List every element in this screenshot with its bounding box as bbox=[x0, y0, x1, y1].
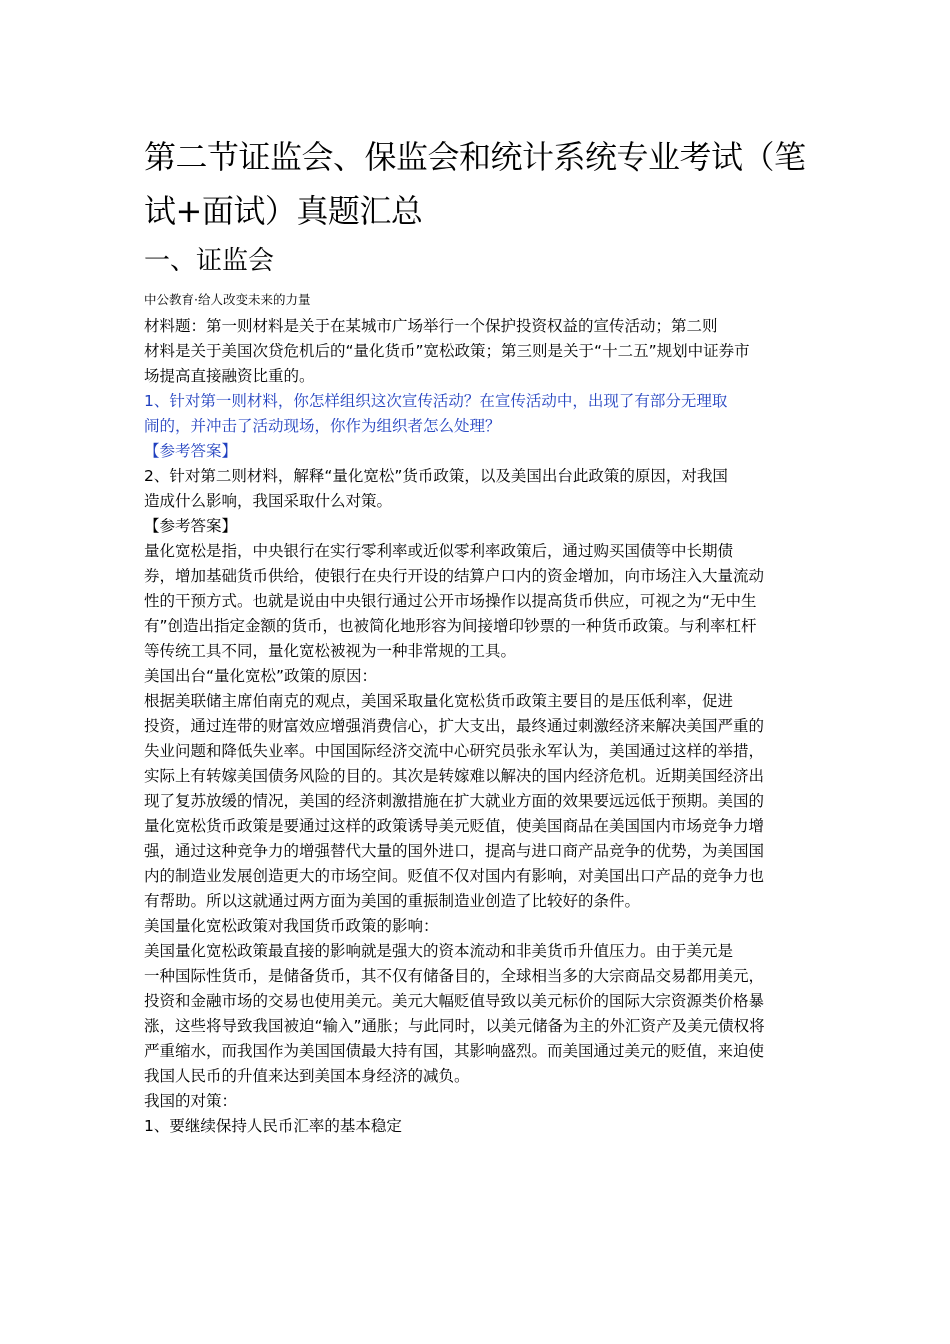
qe-impact-heading: 美国量化宽松政策对我国货币政策的影响： bbox=[144, 917, 439, 935]
document-title: 第二节证监会、保监会和统计系统专业考试（笔试+面试）真题汇总 bbox=[144, 138, 806, 230]
section-heading: 一、证监会 bbox=[144, 246, 275, 276]
publisher-caption: 中公教育·给人改变未来的力量 bbox=[144, 292, 311, 307]
answer-label-1: 【参考答案】 bbox=[144, 442, 238, 460]
answer-label-2: 【参考答案】 bbox=[144, 517, 238, 535]
question-2-paragraph: 2、针对第二则材料，解释“量化宽松”货币政策，以及美国出台此政策的原因，对我国 造成什么影响，我国采取什么对策。 bbox=[144, 467, 728, 510]
countermeasures-heading: 我国的对策： bbox=[144, 1092, 238, 1110]
qe-reasons-paragraph: 根据美联储主席伯南克的观点，美国采取量化宽松货币政策主要目的是压低利率，促进 投资，通过连带的财富效应增强消费信心，扩大支出，最终通过刺激经济来解决美国严重的 失业问题和降低失业率。中国国际经济交流中心研究员张永军认为，美国通过这样的举措， 实际上有转嫁美国债务风险的目的。其次是转嫁难以解决的国内经济危机。近期美国经济出 现了复苏放缓的情况，美国的经济刺激措施在扩大就业方面的效果要远远低于预期。美国的 量化宽松货币政策是要通过这样的政策诱导美元贬值，使美国商品在美国国内市场竞争力增 强，通过这种竞争力的增强替代大量的国外进口，提高与进口商产品竞争的优势，为美国国 内的制造业发展创造更大的市场空间。贬值不仅对国内有影响，对美国出口产品的竞争力也 有帮助。所以这就通过两方面为美国的重振制造业创造了比较好的条件。 bbox=[144, 692, 765, 910]
question-1-paragraph: 1、针对第一则材料，你怎样组织这次宣传活动？在宣传活动中，出现了有部分无理取 闹的，并冲击了活动现场，你作为组织者怎么处理？ bbox=[144, 392, 728, 435]
countermeasure-item-1: 1、要继续保持人民币汇率的基本稳定 bbox=[144, 1117, 402, 1135]
qe-impact-paragraph: 美国量化宽松政策最直接的影响就是强大的资本流动和非美货币升值压力。由于美元是 一种国际性货币，是储备货币，其不仅有储备目的，全球相当多的大宗商品交易都用美元， 投资和金融市场的交易也使用美元。美元大幅贬值导致以美元标价的国际大宗资源类价格暴 涨，这些将导致我国被迫“输入”通胀；与此同时，以美元储备为主的外汇资产及美元债权将 严重缩水，而我国作为美国国债最大持有国，其影响盛烈。而美国通过美元的贬值，来迫使 我国人民币的升值来达到美国本身经济的减负。 bbox=[144, 942, 765, 1085]
document-page bbox=[144, 130, 814, 1139]
qe-reasons-heading: 美国出台“量化宽松”政策的原因： bbox=[144, 667, 378, 685]
qe-definition-paragraph: 量化宽松是指，中央银行在实行零利率或近似零利率政策后，通过购买国债等中长期债 券，增加基础货币供给，使银行在央行开设的结算户口内的资金增加，向市场注入大量流动 性的干预方式。也就是说由中央银行通过公开市场操作以提高货币供应，可视之为“无中生 有”创造出指定金额的货币，也被简化地形容为间接增印钞票的一种货币政策。与利率杠杆 等传统工具不同，量化宽松被视为一种非常规的工具。 bbox=[144, 542, 765, 660]
material-intro-paragraph: 材料题：第一则材料是关于在某城市广场举行一个保护投资权益的宣传活动；第二则 材料是关于美国次贷危机后的“量化货币”宽松政策；第三则是关于“十二五”规划中证券市 场提高直接融资比重的。 bbox=[144, 317, 750, 385]
